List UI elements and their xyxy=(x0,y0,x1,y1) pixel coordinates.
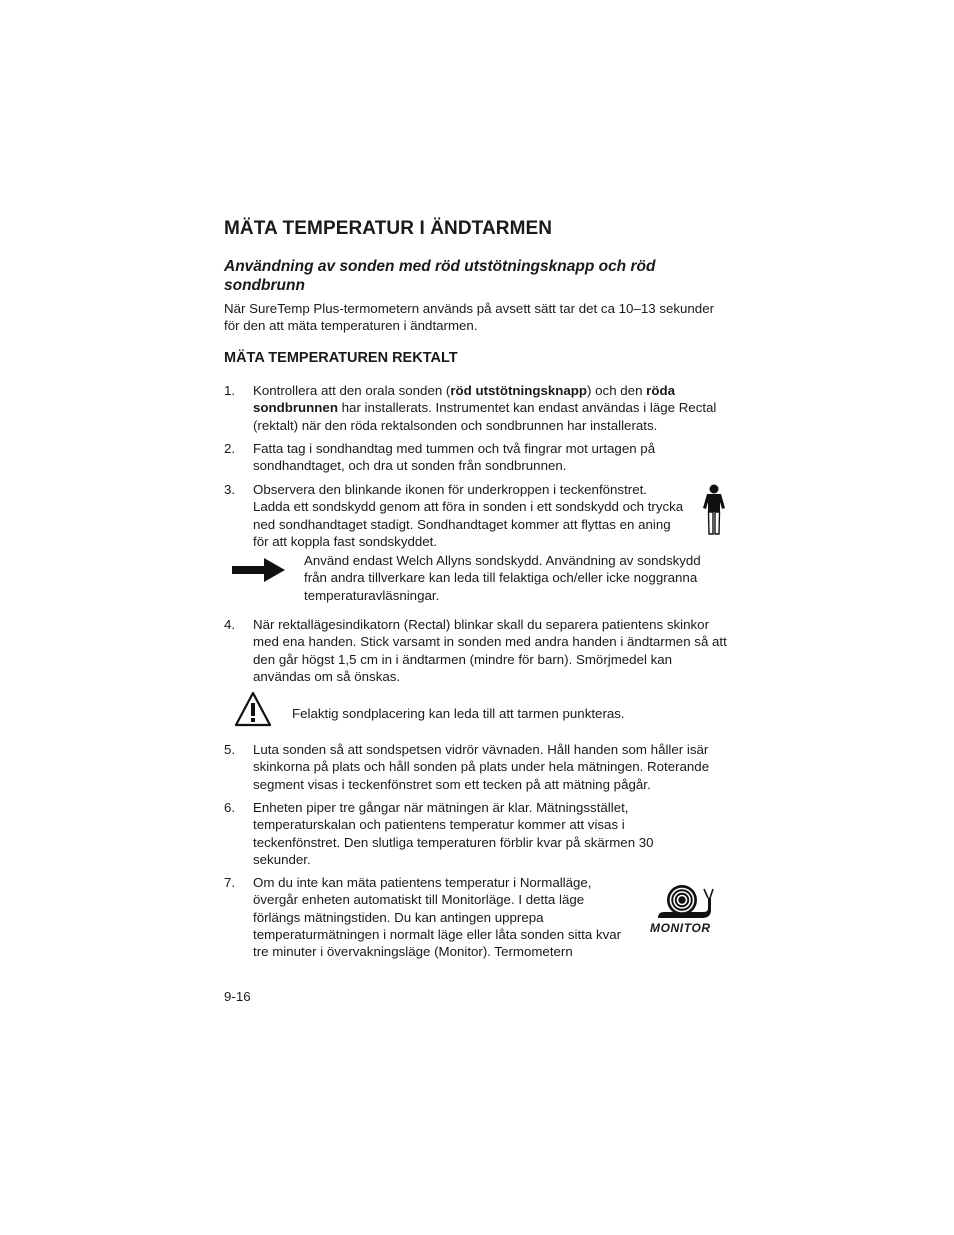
step-number: 2. xyxy=(224,441,236,456)
step-number: 1. xyxy=(224,383,236,398)
page-number: 9-16 xyxy=(224,989,251,1004)
step-number: 4. xyxy=(224,617,236,632)
step-1-part-a: Kontrollera att den orala sonden ( xyxy=(253,383,451,398)
intro-paragraph: När SureTemp Plus-termometern används på avsett sätt tar det ca 10–13 sekunder för den att mäta temperaturen i ändtarmen. xyxy=(224,301,715,334)
arrow-right-icon xyxy=(232,557,286,583)
warning-text: Felaktig sondplacering kan leda till att tarmen punkteras. xyxy=(292,706,625,721)
snail-monitor-icon xyxy=(656,884,714,920)
step-3-text: Observera den blinkande ikonen för underkroppen i teckenfönstret. Ladda ett sondskydd genom att föra in sonden i ett sondskydd och trycka ned sondhandtaget stadigt. Sondhandtaget kommer att flyttas en aning för att koppla fast sondskyddet. xyxy=(253,482,684,549)
step-1-part-b: ) och den xyxy=(587,383,647,398)
step-number: 5. xyxy=(224,742,236,757)
step-1-part-c: har installerats. Instrumentet kan endast användas i läge Rectal (rektalt) när den röda rektalsonden och sondbrunnen har installerats. xyxy=(253,400,717,433)
step-1-bold-a: röd utstötningsknapp xyxy=(450,383,588,398)
step-4-text: När rektallägesindikatorn (Rectal) blinkar skall du separera patientens skinkor med ena handen. Stick varsamt in sonden med andra handen i ändtarmen så att den går högst 1,5 cm in i ändtarmen (mindre för barn). Smörjmedel kan användas om så önskas. xyxy=(253,617,727,684)
lower-body-icon xyxy=(700,484,728,536)
step-1-text xyxy=(253,382,729,434)
step-2-text: Fatta tag i sondhandtag med tummen och två fingrar mot urtagen på sondhandtaget, och dra ut sonden från sondbrunnen. xyxy=(253,441,656,474)
step-number: 3. xyxy=(224,482,236,497)
step-7-text: Om du inte kan mäta patientens temperatur i Normalläge, övergår enheten automatiskt till Monitorläge. I detta läge förlängs mätningstiden. Du kan antingen upprepa temperaturmätningen i normalt läge eller låta sonden sitta kvar tre minuter i övervakningsläge (Monitor). Termometern xyxy=(253,875,622,960)
note-text: Använd endast Welch Allyns sondskydd. Användning av sondskydd från andra tillverkare kan leda till felaktiga och/eller icke noggranna temperaturavläsningar. xyxy=(304,553,701,603)
section-heading: MÄTA TEMPERATUREN REKTALT xyxy=(224,350,458,366)
step-number: 7. xyxy=(224,875,236,890)
step-6-text: Enheten piper tre gångar när mätningen är klar. Mätningsstället, temperaturskalan och patientens temperatur kommer att visas i teckenfönstret. Den slutliga temperaturen förblir kvar på skärmen 30 sekunder. xyxy=(253,800,654,867)
step-number: 6. xyxy=(224,800,236,815)
step-5-text: Luta sonden så att sondspetsen vidrör vävnaden. Håll handen som håller isär skinkorna på plats och håll sonden på plats under hela mätningen. Roterande segment visas i teckenfönstret som ett tecken på att mätning pågår. xyxy=(253,742,710,792)
monitor-label: MONITOR xyxy=(650,921,711,935)
step-1-bold-b: röda sondbrunnen xyxy=(253,383,675,416)
subtitle: Användning av sonden med röd utstötningsknapp och röd sondbrunn xyxy=(224,258,656,294)
warning-triangle-icon xyxy=(234,691,272,727)
page-title: MÄTA TEMPERATUR I ÄNDTARMEN xyxy=(224,218,553,239)
